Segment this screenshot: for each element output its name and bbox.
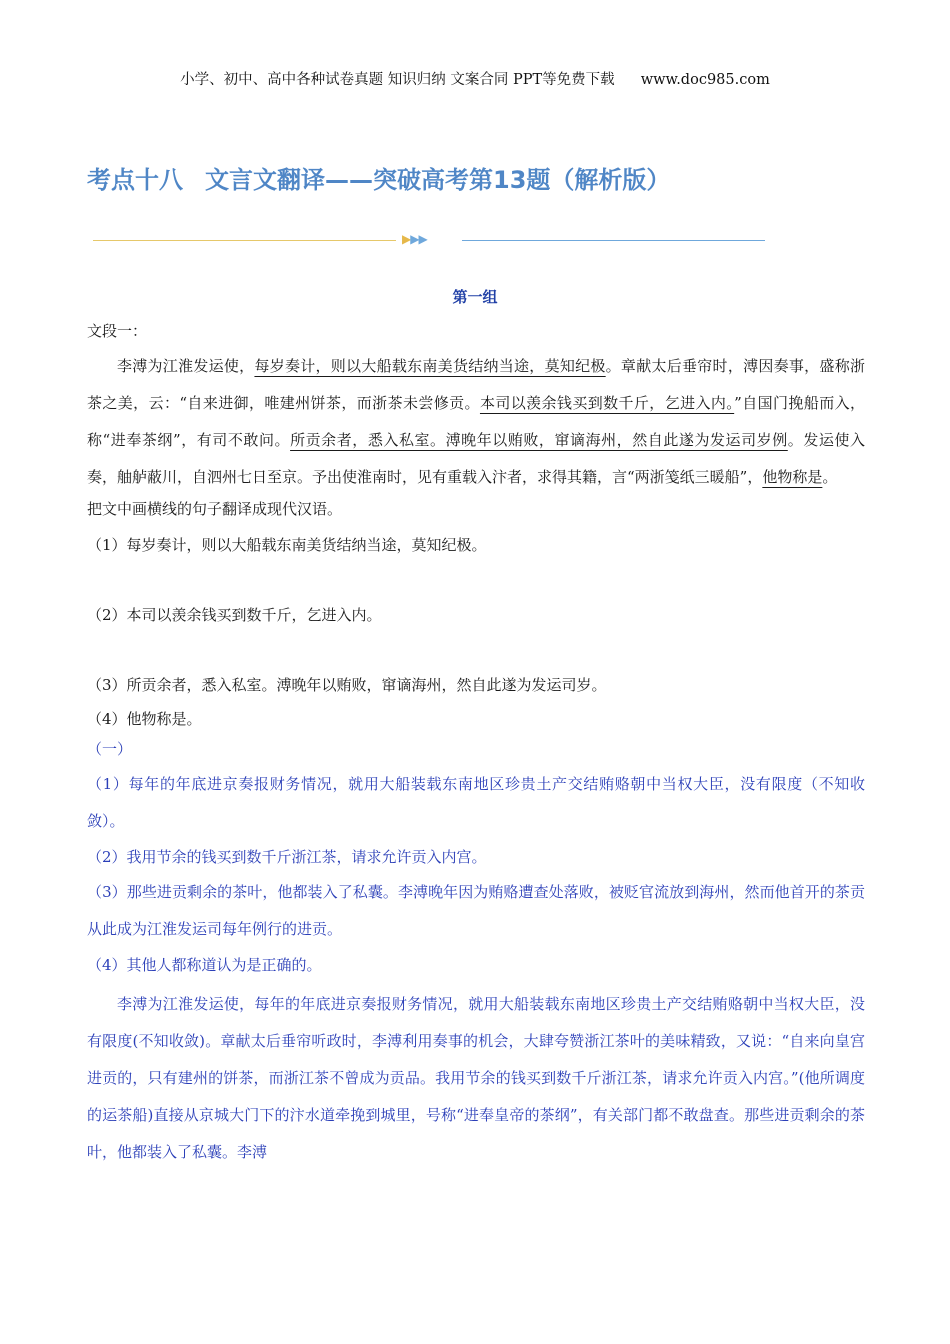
header-site-link[interactable]: www.doc985.com [640, 72, 770, 88]
header-text: 小学、初中、高中各种试卷真题 知识归纳 文案合同 PPT等免费下载 [180, 72, 615, 88]
underlined-sentence-2: 本司以羡余钱买到数千斤，乞进入内。 [479, 394, 735, 412]
passage-label: 文段一： [87, 322, 148, 340]
underlined-sentence-4: 他物称是 [762, 468, 823, 486]
question-3: （3）所贡余者，悉入私室。溥晚年以贿败，窜谪海州，然自此遂为发运司岁。 [87, 676, 607, 694]
question-4: （4）他物称是。 [87, 710, 202, 728]
page-header [0, 68, 950, 89]
underlined-sentence-3: 所贡余者，悉入私室。溥晚年以贿败，窜谪海州，然自此遂为发运司岁例 [290, 431, 788, 449]
page-title [87, 160, 670, 195]
title-part2: 文言文翻译——突破高考第13题（解析版） [205, 166, 671, 194]
answer-3: （3）那些进贡剩余的茶叶，他都装入了私囊。李溥晚年因为贿赂遭查处落败，被贬官流放到海州，然而他首开的茶贡从此成为江淮发运司每年例行的进贡。 [87, 883, 865, 938]
instruction: 把文中画横线的句子翻译成现代汉语。 [87, 500, 343, 518]
answer-2: （2）我用节余的钱买到数千斤浙江茶，请求允许贡入内宫。 [87, 848, 487, 866]
underlined-sentence-1: 每岁奏计，则以大船载东南美货结纳当途，莫知纪极 [254, 357, 606, 375]
answer-1: （1）每年的年底进京奏报财务情况，就用大船装载东南地区珍贵土产交结贿赂朝中当权大臣，没有限度（不知收敛）。 [87, 775, 865, 830]
divider-left [93, 240, 396, 241]
group-label: 第一组 [452, 288, 498, 306]
divider-arrows-icon: ▶▶▶ [402, 232, 427, 246]
answers-heading: （一） [87, 740, 133, 758]
passage-text: 李溥为江淮发运使，每岁奏计，则以大船载东南美货结纳当途，莫知纪极。章献太后垂帘时，溥因奏事，盛称浙茶之美，云：“自来进御，唯建州饼茶，而浙茶未尝修贡。本司以羡余钱买到数千斤，乞进入内。”自国门挽船而入，称“进奉茶纲”，有司不敢问。所贡余者，悉入私室。溥晚年以贿败，窜谪海州，然自此遂为发运司岁例。发运使入奏，舳舻蔽川，自泗州七日至京。予出使淮南时，见有重载入汴者，求得其籍，言“两浙笺纸三暖船”，他物称是。 [87, 357, 866, 486]
question-2: （2）本司以羡余钱买到数千斤，乞进入内。 [87, 606, 382, 624]
main-content [87, 318, 865, 1171]
divider-right [462, 240, 765, 241]
title-part1: 考点十八 [87, 166, 183, 194]
question-1: （1）每岁奏计，则以大船载东南美货结纳当途，莫知纪极。 [87, 536, 487, 554]
translation-text: 李溥为江淮发运使，每年的年底进京奏报财务情况，就用大船装载东南地区珍贵土产交结贿赂朝中当权大臣，没有限度(不知收敛)。章献太后垂帘听政时，李溥利用奏事的机会，大肆夸赞浙江茶叶的美味精致，又说：“自来向皇宫进贡的，只有建州的饼茶，而浙江茶不曾成为贡品。我用节余的钱买到数千斤浙江茶，请求允许贡入内宫。”(他所调度的运茶船)直接从京城大门下的汴水道牵挽到城里，号称“进奉皇帝的茶纲”，有关部门都不敢盘查。那些进贡剩余的茶叶，他都装入了私囊。李溥 [87, 995, 865, 1161]
answer-4: （4）其他人都称道认为是正确的。 [87, 956, 322, 974]
